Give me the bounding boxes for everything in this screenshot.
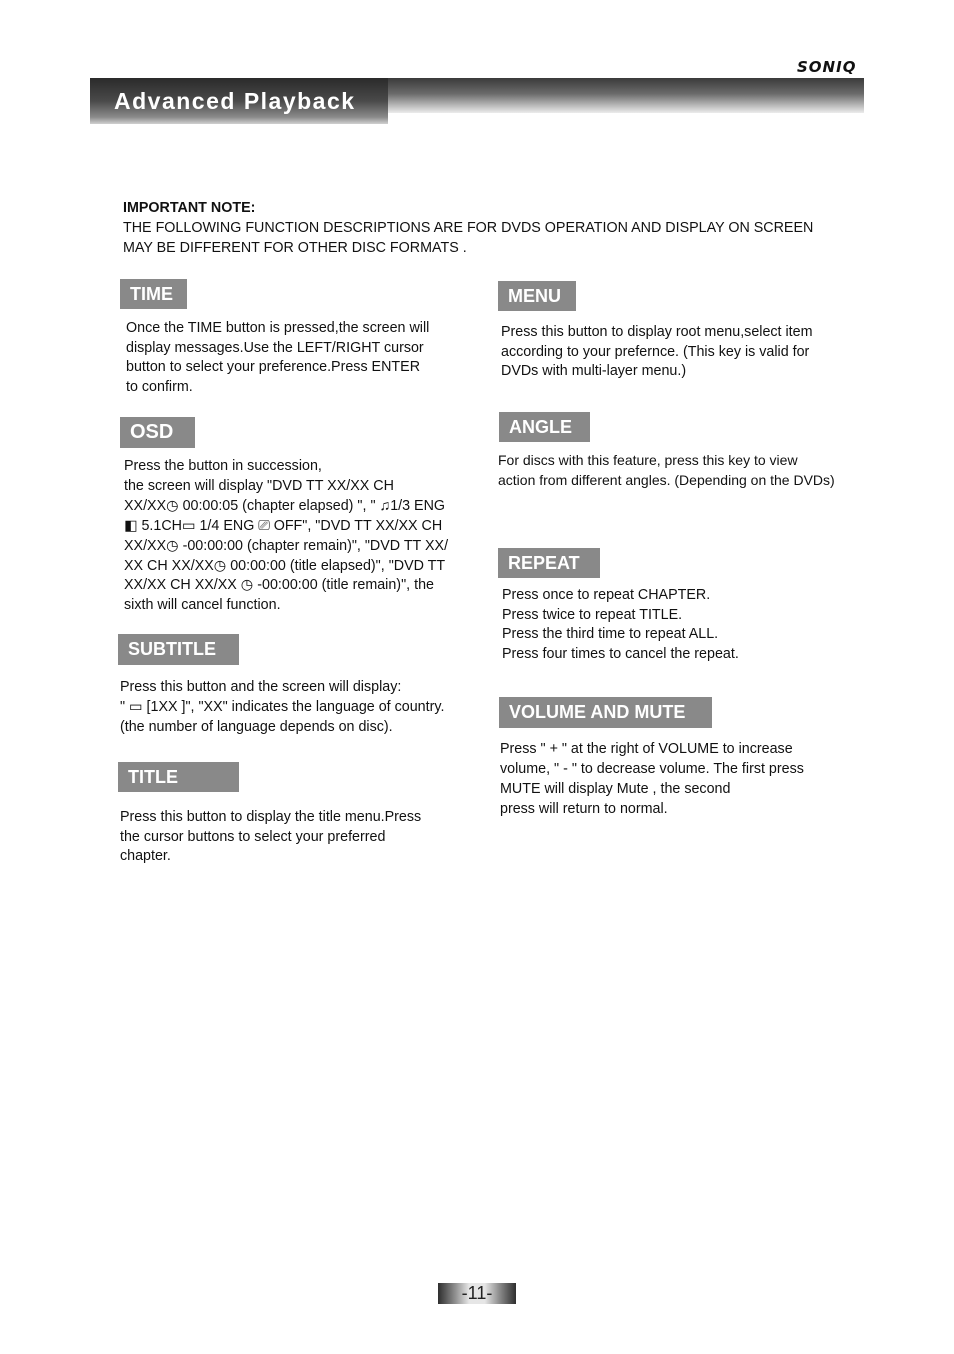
section-body-subtitle: Press this button and the screen will display: " ▭ [1XX ]", "XX" indicates the language of country. (the number of language depends on disc).: [120, 679, 445, 735]
section-label-subtitle: SUBTITLE: [118, 634, 239, 665]
section-label-time: TIME: [120, 279, 187, 309]
section-body-angle: For discs with this feature, press this key to view action from different angles. (Depending on the DVDs): [498, 452, 835, 488]
header-tab: [90, 78, 388, 124]
note-heading: IMPORTANT NOTE:: [123, 200, 256, 216]
section-body-title: Press this button to display the title menu.Press the cursor buttons to select your preferred chapter.: [120, 809, 422, 865]
section-body-time: Once the TIME button is pressed,the screen will display messages.Use the LEFT/RIGHT cursor button to select your preference.Press ENTER to confirm.: [126, 320, 430, 395]
section-label-repeat: REPEAT: [498, 548, 600, 578]
section-label-osd: OSD: [120, 417, 195, 448]
brand-logo: SONIQ: [797, 58, 857, 76]
section-body-osd: Press the button in succession, the screen will display "DVD TT XX/XX CH XX/XX◷ 00:00:05 (chapter elapsed) ", " ♫1/3 ENG ◧ 5.1CH▭ 1/4 ENG ⎚ OFF", "DVD TT XX/XX CH XX/XX◷ -00:00:00 (chapter remain)", "DVD TT XX/ XX CH XX/XX◷ 00:00:00 (title elapsed)", "DVD TT XX/XX CH XX/XX ◷ -00:00:00 (title remain)", the sixth will cancel function.: [124, 458, 449, 614]
section-body-volume: Press " + " at the right of VOLUME to increase volume, " - " to decrease volume. The first press MUTE will display Mute , the second press will return to normal.: [500, 741, 804, 817]
page-number: -11-: [438, 1283, 516, 1304]
section-body-menu: Press this button to display root menu,select item according to your prefernce. (This key is valid for DVDs with multi-layer menu.): [501, 324, 813, 380]
section-label-menu: MENU: [498, 281, 576, 311]
note-body: THE FOLLOWING FUNCTION DESCRIPTIONS ARE FOR DVDS OPERATION AND DISPLAY ON SCREEN MAY BE DIFFERENT FOR OTHER DISC FORMATS .: [123, 220, 814, 256]
section-label-angle: ANGLE: [499, 412, 590, 442]
section-label-title: TITLE: [118, 762, 239, 792]
section-label-volume: VOLUME AND MUTE: [499, 697, 712, 728]
section-body-repeat: Press once to repeat CHAPTER. Press twice to repeat TITLE. Press the third time to repeat ALL. Press four times to cancel the repeat.: [502, 587, 739, 662]
page-title: Advanced Playback: [114, 88, 356, 114]
important-note: [123, 198, 843, 258]
